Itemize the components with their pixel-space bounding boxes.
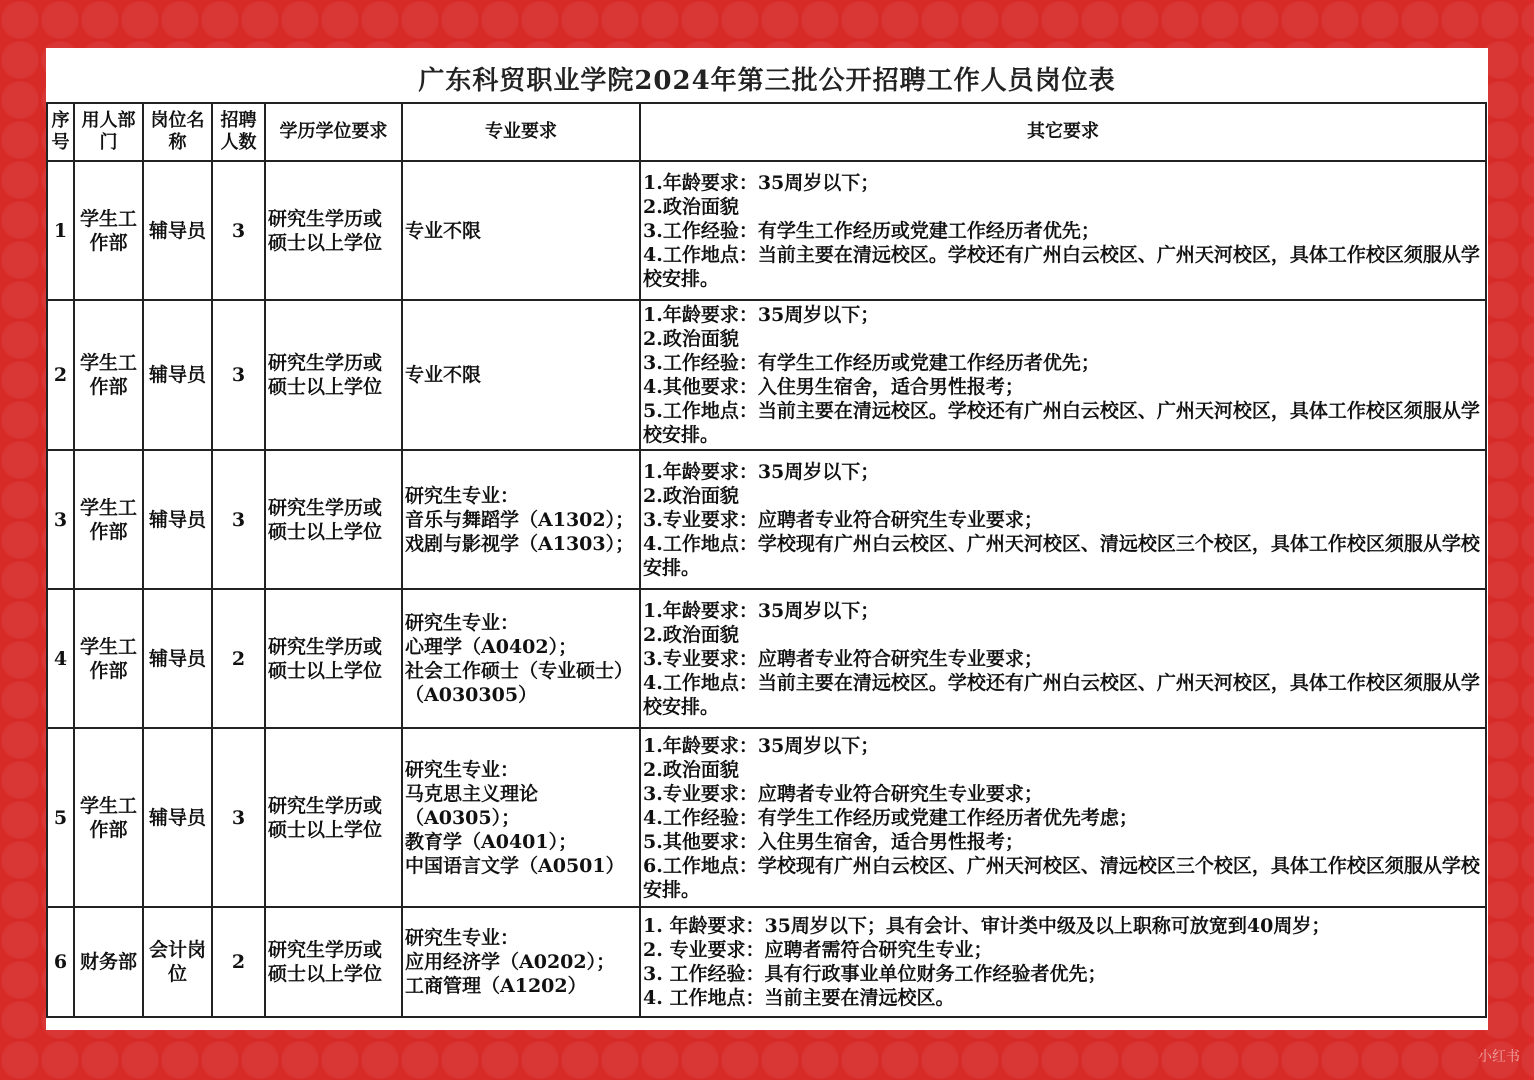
major-line: （A0305）； <box>405 806 521 829</box>
row-count: 2 <box>212 589 265 728</box>
row-post: 辅导员 <box>143 161 212 300</box>
row-seq: 3 <box>47 450 74 589</box>
requirement-line: 4.工作地点：当前主要在清远校区。学校还有广州白云校区、广州天河校区，具体工作校区须服从学校安排。 <box>643 671 1480 718</box>
recruitment-sheet <box>46 48 1488 1030</box>
requirement-line: 2.政治面貌 <box>643 328 739 350</box>
row-seq: 5 <box>47 728 74 907</box>
requirement-line: 3.工作经验：有学生工作经历或党建工作经历者优先； <box>643 352 1100 374</box>
requirement-line: 1.年龄要求：35周岁以下； <box>643 304 880 326</box>
row-dept: 财务部 <box>74 907 143 1017</box>
watermark-text: 小红书 <box>1478 1049 1520 1065</box>
major-line: （A030305） <box>405 683 538 706</box>
row-seq: 6 <box>47 907 74 1017</box>
major-line: 中国语言文学（A0501） <box>405 854 625 877</box>
requirement-line: 3.专业要求：应聘者专业符合研究生专业要求； <box>643 508 1043 531</box>
requirement-line: 2. 专业要求：应聘者需符合研究生专业； <box>643 939 993 961</box>
row-seq: 1 <box>47 161 74 300</box>
major-line: 马克思主义理论 <box>405 782 539 805</box>
table-row <box>47 728 1486 907</box>
major-line: 工商管理（A1202） <box>405 975 587 997</box>
row-post: 会计岗位 <box>143 907 212 1017</box>
requirement-line: 1.年龄要求：35周岁以下； <box>643 460 880 483</box>
major-line: 应用经济学（A0202）； <box>405 951 616 973</box>
requirement-line: 1.年龄要求：35周岁以下； <box>643 599 880 622</box>
table-row <box>47 589 1486 728</box>
header-count: 招聘人数 <box>212 103 265 161</box>
row-post: 辅导员 <box>143 589 212 728</box>
row-other-requirements <box>640 589 1486 728</box>
row-dept: 学生工作部 <box>74 589 143 728</box>
row-seq: 4 <box>47 589 74 728</box>
requirement-line: 1. 年龄要求：35周岁以下；具有会计、审计类中级及以上职称可放宽到40周岁； <box>643 915 1331 937</box>
header-dept: 用人部门 <box>74 103 143 161</box>
row-dept: 学生工作部 <box>74 300 143 450</box>
row-post: 辅导员 <box>143 728 212 907</box>
table-row <box>47 161 1486 300</box>
row-dept: 学生工作部 <box>74 161 143 300</box>
row-major <box>402 728 640 907</box>
major-line: 专业不限 <box>405 364 482 386</box>
row-other-requirements <box>640 907 1486 1017</box>
header-seq: 序号 <box>47 103 74 161</box>
row-education: 研究生学历或硕士以上学位 <box>265 589 402 728</box>
row-post: 辅导员 <box>143 450 212 589</box>
row-other-requirements <box>640 728 1486 907</box>
major-line: 研究生专业： <box>405 758 520 781</box>
row-education: 研究生学历或硕士以上学位 <box>265 450 402 589</box>
row-education: 研究生学历或硕士以上学位 <box>265 907 402 1017</box>
row-major <box>402 589 640 728</box>
requirement-line: 2.政治面貌 <box>643 623 739 646</box>
requirement-line: 4.工作地点：当前主要在清远校区。学校还有广州白云校区、广州天河校区，具体工作校区须服从学校安排。 <box>643 243 1480 290</box>
requirement-line: 3.专业要求：应聘者专业符合研究生专业要求； <box>643 647 1043 670</box>
row-major <box>402 907 640 1017</box>
requirement-line: 3.专业要求：应聘者专业符合研究生专业要求； <box>643 782 1043 805</box>
requirement-line: 5.工作地点：当前主要在清远校区。学校还有广州白云校区、广州天河校区，具体工作校区须服从学校安排。 <box>643 400 1480 446</box>
row-seq: 2 <box>47 300 74 450</box>
row-other-requirements <box>640 161 1486 300</box>
requirement-line: 4.工作地点：学校现有广州白云校区、广州天河校区、清远校区三个校区，具体工作校区须服从学校安排。 <box>643 532 1480 579</box>
row-count: 3 <box>212 161 265 300</box>
major-line: 戏剧与影视学（A1303）； <box>405 532 635 555</box>
major-line: 音乐与舞蹈学（A1302）； <box>405 508 635 531</box>
requirement-line: 2.政治面貌 <box>643 758 739 781</box>
row-other-requirements <box>640 450 1486 589</box>
row-major <box>402 161 640 300</box>
major-line: 专业不限 <box>405 219 482 242</box>
row-other-requirements <box>640 300 1486 450</box>
major-line: 研究生专业： <box>405 611 520 634</box>
row-education: 研究生学历或硕士以上学位 <box>265 728 402 907</box>
requirement-line: 1.年龄要求：35周岁以下； <box>643 734 880 757</box>
requirement-line: 2.政治面貌 <box>643 195 739 218</box>
header-education: 学历学位要求 <box>265 103 402 161</box>
major-line: 研究生专业： <box>405 927 520 949</box>
requirement-line: 1.年龄要求：35周岁以下； <box>643 171 880 194</box>
table-row <box>47 300 1486 450</box>
row-dept: 学生工作部 <box>74 450 143 589</box>
row-education: 研究生学历或硕士以上学位 <box>265 161 402 300</box>
major-line: 心理学（A0402）； <box>405 635 578 658</box>
row-count: 3 <box>212 450 265 589</box>
requirement-line: 3.工作经验：有学生工作经历或党建工作经历者优先； <box>643 219 1100 242</box>
row-count: 3 <box>212 728 265 907</box>
requirement-line: 4. 工作地点：当前主要在清远校区。 <box>643 987 955 1009</box>
page-title: 广东科贸职业学院2024年第三批公开招聘工作人员岗位表 <box>418 66 1116 96</box>
major-line: 教育学（A0401）； <box>405 830 578 853</box>
table-header-row <box>47 103 1486 161</box>
positions-table <box>46 102 1487 1018</box>
requirement-line: 4.其他要求：入住男生宿舍，适合男性报考； <box>643 376 1024 398</box>
requirement-line: 6.工作地点：学校现有广州白云校区、广州天河校区、清远校区三个校区，具体工作校区须服从学校安排。 <box>643 854 1480 901</box>
requirement-line: 2.政治面貌 <box>643 484 739 507</box>
row-dept: 学生工作部 <box>74 728 143 907</box>
row-major <box>402 300 640 450</box>
requirement-line: 3. 工作经验：具有行政事业单位财务工作经验者优先； <box>643 963 1107 985</box>
requirement-line: 4.工作经验：有学生工作经历或党建工作经历者优先考虑； <box>643 806 1138 829</box>
header-other: 其它要求 <box>640 103 1486 161</box>
major-line: 研究生专业： <box>405 484 520 507</box>
row-count: 3 <box>212 300 265 450</box>
header-post: 岗位名称 <box>143 103 212 161</box>
major-line: 社会工作硕士（专业硕士） <box>405 659 634 682</box>
row-major <box>402 450 640 589</box>
row-post: 辅导员 <box>143 300 212 450</box>
table-row <box>47 450 1486 589</box>
table-row <box>47 907 1486 1017</box>
header-major: 专业要求 <box>402 103 640 161</box>
requirement-line: 5.其他要求：入住男生宿舍，适合男性报考； <box>643 830 1024 853</box>
row-education: 研究生学历或硕士以上学位 <box>265 300 402 450</box>
row-count: 2 <box>212 907 265 1017</box>
